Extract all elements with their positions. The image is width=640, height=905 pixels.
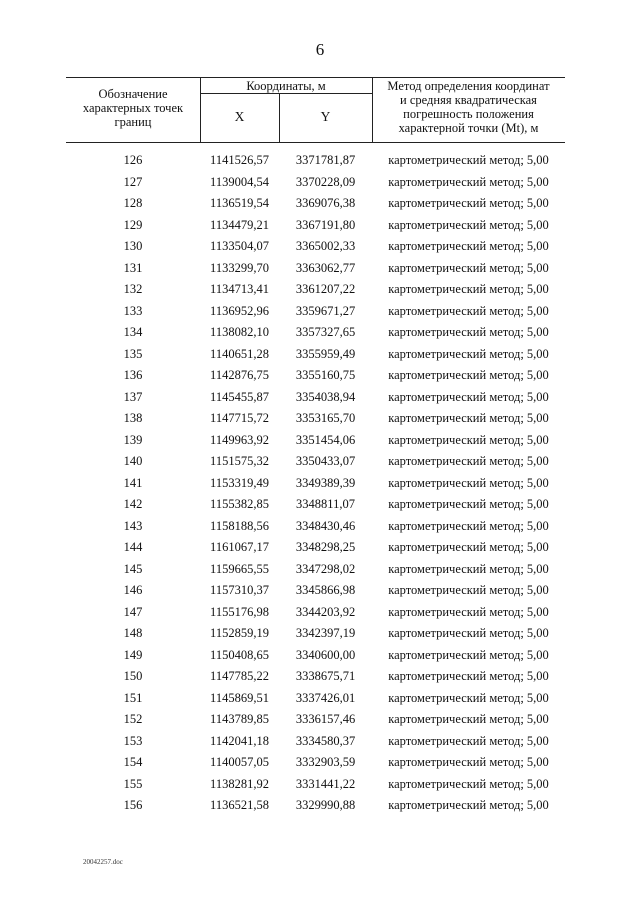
method-accuracy: картометрический метод; 5,00 bbox=[388, 776, 549, 791]
method-accuracy: картометрический метод; 5,00 bbox=[388, 325, 549, 339]
coord-x: 1149963,92 bbox=[210, 432, 269, 447]
point-number: 133 bbox=[123, 303, 143, 318]
header-x: X bbox=[234, 109, 245, 124]
method-accuracy: картометрический метод; 5,00 bbox=[388, 454, 549, 468]
coords-divider-rule bbox=[200, 93, 372, 94]
method-accuracy: картометрический метод; 5,00 bbox=[388, 475, 549, 490]
table-row bbox=[66, 709, 565, 731]
table-row bbox=[66, 666, 565, 688]
coord-x: 1143789,85 bbox=[210, 712, 269, 726]
point-number: 132 bbox=[123, 282, 143, 296]
header-text: Обозначение bbox=[98, 87, 168, 101]
coord-y: 3348430,46 bbox=[295, 518, 356, 533]
table-row bbox=[66, 430, 565, 452]
coord-y: 3367191,80 bbox=[295, 217, 356, 232]
coord-y: 3350433,07 bbox=[295, 454, 356, 468]
table-row bbox=[66, 752, 565, 774]
coord-x: 1161067,17 bbox=[210, 540, 269, 554]
point-number: 129 bbox=[123, 217, 143, 232]
method-accuracy: картометрический метод; 5,00 bbox=[388, 798, 549, 812]
header-text: Метод определения координат bbox=[387, 79, 550, 93]
table-row bbox=[66, 193, 565, 215]
method-accuracy: картометрический метод; 5,00 bbox=[388, 217, 549, 232]
method-accuracy: картометрический метод; 5,00 bbox=[388, 583, 549, 597]
coord-y: 3336157,46 bbox=[295, 712, 356, 726]
method-accuracy: картометрический метод; 5,00 bbox=[388, 303, 549, 318]
coord-y: 3345866,98 bbox=[295, 583, 356, 597]
coord-x: 1157310,37 bbox=[210, 583, 269, 597]
coord-y: 3370228,09 bbox=[295, 174, 356, 189]
coord-x: 1145869,51 bbox=[210, 690, 269, 705]
coord-x: 1142041,18 bbox=[210, 733, 269, 748]
coord-y: 3338675,71 bbox=[295, 669, 356, 683]
table-row bbox=[66, 150, 565, 172]
point-number: 148 bbox=[123, 626, 143, 640]
point-number: 143 bbox=[123, 518, 143, 533]
table-row bbox=[66, 387, 565, 409]
method-accuracy: картометрический метод; 5,00 bbox=[388, 733, 549, 748]
table-row bbox=[66, 365, 565, 387]
method-accuracy: картометрический метод; 5,00 bbox=[388, 518, 549, 533]
coord-y: 3363062,77 bbox=[295, 260, 356, 275]
table-header bbox=[66, 77, 565, 143]
table-body bbox=[66, 150, 565, 817]
method-accuracy: картометрический метод; 5,00 bbox=[388, 432, 549, 447]
coord-y: 3361207,22 bbox=[295, 282, 356, 296]
table-row bbox=[66, 688, 565, 710]
coord-y: 3355160,75 bbox=[295, 368, 356, 382]
table-row bbox=[66, 344, 565, 366]
coord-y: 3359671,27 bbox=[295, 303, 356, 318]
table-row bbox=[66, 301, 565, 323]
table-row bbox=[66, 795, 565, 817]
coord-y: 3351454,06 bbox=[295, 432, 356, 447]
method-accuracy: картометрический метод; 5,00 bbox=[388, 604, 549, 619]
table-row bbox=[66, 258, 565, 280]
point-number: 144 bbox=[123, 540, 143, 554]
coord-y: 3334580,37 bbox=[295, 733, 356, 748]
point-number: 126 bbox=[123, 153, 143, 167]
table-row bbox=[66, 645, 565, 667]
coord-x: 1155176,98 bbox=[210, 604, 269, 619]
table-row bbox=[66, 172, 565, 194]
header-text: и средняя квадратическая bbox=[400, 93, 537, 107]
coord-x: 1141526,57 bbox=[210, 153, 269, 167]
header-text: характерной точки (Mt), м bbox=[398, 121, 539, 135]
coord-y: 3347298,02 bbox=[295, 561, 356, 576]
coord-x: 1134479,21 bbox=[210, 217, 269, 232]
coord-x: 1140651,28 bbox=[210, 346, 269, 361]
header-text: границ bbox=[114, 115, 152, 129]
point-number: 155 bbox=[123, 776, 143, 791]
point-number: 127 bbox=[123, 174, 143, 189]
point-number: 131 bbox=[123, 260, 143, 275]
point-number: 128 bbox=[123, 196, 143, 210]
coord-x: 1151575,32 bbox=[210, 454, 269, 468]
table-row bbox=[66, 494, 565, 516]
point-number: 151 bbox=[123, 690, 143, 705]
coord-y: 3353165,70 bbox=[295, 411, 356, 425]
method-accuracy: картометрический метод; 5,00 bbox=[388, 346, 549, 361]
point-number: 150 bbox=[123, 669, 143, 683]
table-row bbox=[66, 236, 565, 258]
point-number: 149 bbox=[123, 647, 143, 662]
coord-x: 1153319,49 bbox=[210, 475, 269, 490]
header-coordinates: Координаты, м bbox=[246, 79, 326, 93]
method-accuracy: картометрический метод; 5,00 bbox=[388, 389, 549, 404]
table-row bbox=[66, 537, 565, 559]
coord-x: 1150408,65 bbox=[210, 647, 269, 662]
point-number: 145 bbox=[123, 561, 143, 576]
point-number: 134 bbox=[123, 325, 143, 339]
point-number: 141 bbox=[123, 475, 143, 490]
method-accuracy: картометрический метод; 5,00 bbox=[388, 282, 549, 296]
coord-y: 3354038,94 bbox=[295, 389, 356, 404]
point-number: 139 bbox=[123, 432, 143, 447]
method-accuracy: картометрический метод; 5,00 bbox=[388, 755, 549, 769]
method-accuracy: картометрический метод; 5,00 bbox=[388, 260, 549, 275]
coord-y: 3329990,88 bbox=[295, 798, 356, 812]
method-accuracy: картометрический метод; 5,00 bbox=[388, 411, 549, 425]
table-row bbox=[66, 774, 565, 796]
coord-y: 3342397,19 bbox=[295, 626, 356, 640]
point-number: 130 bbox=[123, 239, 143, 253]
coord-y: 3349389,39 bbox=[295, 475, 356, 490]
method-accuracy: картометрический метод; 5,00 bbox=[388, 712, 549, 726]
coord-x: 1133299,70 bbox=[210, 260, 269, 275]
coord-x: 1147715,72 bbox=[210, 411, 269, 425]
point-number: 137 bbox=[123, 389, 143, 404]
coord-y: 3340600,00 bbox=[295, 647, 356, 662]
coord-x: 1138082,10 bbox=[210, 325, 269, 339]
table-row bbox=[66, 623, 565, 645]
coord-x: 1136519,54 bbox=[210, 196, 269, 210]
coord-x: 1155382,85 bbox=[210, 497, 269, 511]
coord-y: 3332903,59 bbox=[295, 755, 356, 769]
file-name-footer: 20042257.doc bbox=[83, 858, 123, 866]
coord-x: 1159665,55 bbox=[210, 561, 269, 576]
coord-x: 1139004,54 bbox=[210, 174, 269, 189]
page-number: 6 bbox=[315, 40, 325, 59]
table-row bbox=[66, 473, 565, 495]
point-number: 135 bbox=[123, 346, 143, 361]
method-accuracy: картометрический метод; 5,00 bbox=[388, 497, 549, 511]
method-accuracy: картометрический метод; 5,00 bbox=[388, 368, 549, 382]
point-number: 138 bbox=[123, 411, 143, 425]
coord-y: 3371781,87 bbox=[295, 153, 356, 167]
table-row bbox=[66, 451, 565, 473]
coord-x: 1140057,05 bbox=[210, 755, 269, 769]
point-number: 142 bbox=[123, 497, 143, 511]
coord-x: 1133504,07 bbox=[210, 239, 269, 253]
method-accuracy: картометрический метод; 5,00 bbox=[388, 626, 549, 640]
coord-x: 1142876,75 bbox=[210, 368, 269, 382]
table-row bbox=[66, 559, 565, 581]
point-number: 136 bbox=[123, 368, 143, 382]
method-accuracy: картометрический метод; 5,00 bbox=[388, 669, 549, 683]
coord-y: 3344203,92 bbox=[295, 604, 356, 619]
method-accuracy: картометрический метод; 5,00 bbox=[388, 239, 549, 253]
table-row bbox=[66, 580, 565, 602]
coord-y: 3331441,22 bbox=[295, 776, 356, 791]
header-text: погрешность положения bbox=[403, 107, 534, 121]
header-y: Y bbox=[320, 109, 331, 124]
coord-x: 1147785,22 bbox=[210, 669, 269, 683]
header-method bbox=[372, 79, 565, 135]
coord-y: 3357327,65 bbox=[295, 325, 356, 339]
method-accuracy: картометрический метод; 5,00 bbox=[388, 174, 549, 189]
coord-x: 1136952,96 bbox=[210, 303, 269, 318]
point-number: 147 bbox=[123, 604, 143, 619]
coord-x: 1158188,56 bbox=[210, 518, 269, 533]
coord-y: 3337426,01 bbox=[295, 690, 356, 705]
table-row bbox=[66, 602, 565, 624]
coord-x: 1136521,58 bbox=[210, 798, 269, 812]
method-accuracy: картометрический метод; 5,00 bbox=[388, 540, 549, 554]
method-accuracy: картометрический метод; 5,00 bbox=[388, 196, 549, 210]
header-text: характерных точек bbox=[82, 101, 184, 115]
coord-y: 3365002,33 bbox=[295, 239, 356, 253]
header-bottom-rule bbox=[66, 142, 565, 143]
method-accuracy: картометрический метод; 5,00 bbox=[388, 647, 549, 662]
table-row bbox=[66, 279, 565, 301]
table-row bbox=[66, 516, 565, 538]
coord-x: 1138281,92 bbox=[210, 776, 269, 791]
point-number: 153 bbox=[123, 733, 143, 748]
header-point-designation bbox=[66, 87, 200, 129]
coord-x: 1134713,41 bbox=[210, 282, 269, 296]
point-number: 154 bbox=[123, 755, 143, 769]
table-row bbox=[66, 215, 565, 237]
table-row bbox=[66, 408, 565, 430]
method-accuracy: картометрический метод; 5,00 bbox=[388, 561, 549, 576]
point-number: 146 bbox=[123, 583, 143, 597]
coord-y: 3355959,49 bbox=[295, 346, 356, 361]
point-number: 152 bbox=[123, 712, 143, 726]
method-accuracy: картометрический метод; 5,00 bbox=[388, 690, 549, 705]
table-row bbox=[66, 322, 565, 344]
coord-y: 3348298,25 bbox=[295, 540, 356, 554]
coord-y: 3348811,07 bbox=[296, 497, 355, 511]
header-top-rule bbox=[66, 77, 565, 78]
point-number: 140 bbox=[123, 454, 143, 468]
coord-x: 1145455,87 bbox=[210, 389, 269, 404]
table-row bbox=[66, 731, 565, 753]
method-accuracy: картометрический метод; 5,00 bbox=[388, 153, 549, 167]
coord-y: 3369076,38 bbox=[295, 196, 356, 210]
coord-x: 1152859,19 bbox=[210, 626, 269, 640]
point-number: 156 bbox=[123, 798, 143, 812]
